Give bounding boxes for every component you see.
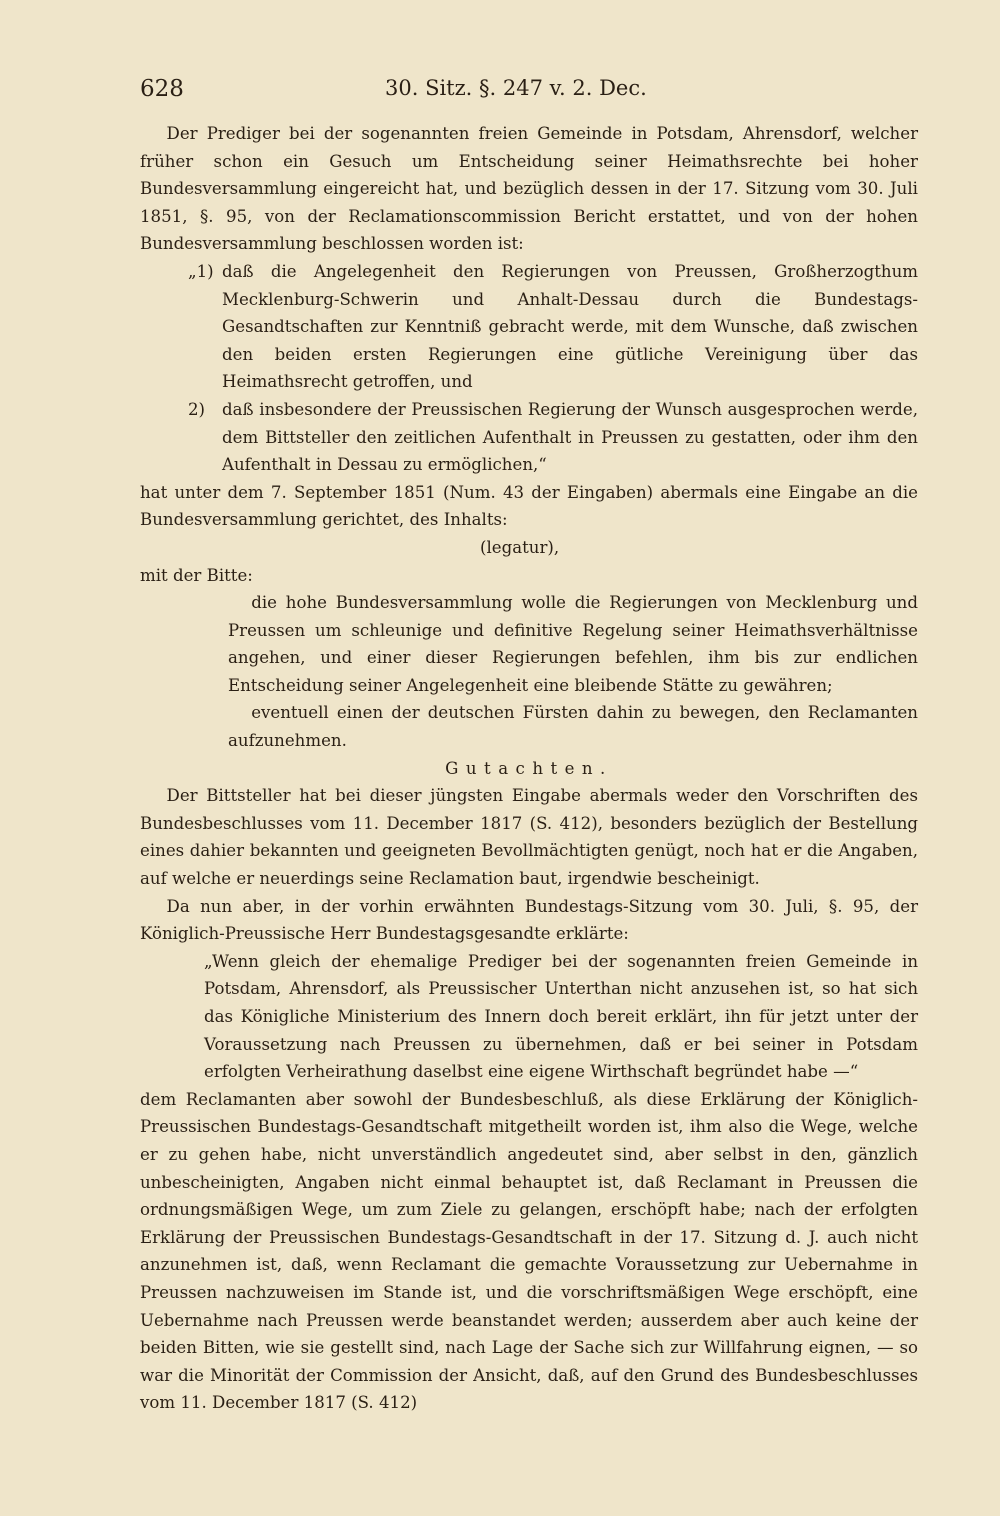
paragraph-opinion-2: Da nun aber, in der vorhin erwähnten Bundestags-Sitzung vom 30. Juli, §. 95, der Königlich-Preussische Herr Bundestagsgesandte erklärte: bbox=[140, 896, 918, 944]
resolution-item-1 bbox=[140, 258, 918, 396]
item-number: „1) bbox=[188, 261, 214, 281]
paragraph-opinion-1: Der Bittsteller hat bei dieser jüngsten Eingabe abermals weder den Vorschriften des Bundesbeschlusses vom 11. December 1817 (S. 412), besonders bezüglich der Bestellung eines dahier bekannten und geeigneten Bevollmächtigten genügt, noch hat er die Angaben, auf welche er neuerdings seine Reclamation baut, irgendwie bescheinigt. bbox=[140, 786, 918, 889]
item-number: 2) bbox=[188, 399, 206, 419]
section-heading: Gutachten. bbox=[445, 758, 613, 778]
paragraph-opinion-3: dem Reclamanten aber sowohl der Bundesbeschluß, als diese Erklärung der Königlich-Preussischen Bundestags-Gesandtschaft mitgetheilt worden ist, ihm also die Wege, welche er zu gehen habe, nicht unverständlich angedeutet sind, aber selbst in den, gänzlich unbescheinigten, Angaben nicht einmal behauptet ist, daß Reclamant in Preussen die ordnungsmäßigen Wege, um zum Ziele zu gelangen, erschöpft habe; nach der erfolgten Erklärung der Preussischen Bundestags-Gesandtschaft in der 17. Sitzung d. J. auch nicht anzunehmen ist, daß, wenn Reclamant die gemachte Voraussetzung zur Uebernahme in Preussen nachzuweisen im Stande ist, und die vorschriftsmäßigen Wege erschöpft, eine Uebernahme nach Preussen werde beanstandet werden; ausserdem aber auch keine der beiden Bitten, wie sie gestellt sind, nach Lage der Sache sich zur Willfahrung eignen, — so war die Minorität der Commission der Ansicht, daß, auf den Grund des Bundesbeschlusses vom 11. December 1817 (S. 412) bbox=[140, 1089, 918, 1413]
quoted-declaration: „Wenn gleich der ehemalige Prediger bei der sogenannten freien Gemeinde in Potsdam, Ahrensdorf, als Preussischer Unterthan nicht anzusehen ist, so hat sich das Königliche Ministerium des Innern doch bereit erklärt, ihn für jetzt unter der Voraussetzung nach Preussen zu übernehmen, daß er bei seiner in Potsdam erfolgten Verheirathung daselbst eine eigene Wirthschaft begründet habe —“ bbox=[204, 951, 918, 1082]
page-header bbox=[140, 70, 918, 110]
page-number: 628 bbox=[140, 76, 184, 102]
running-title: 30. Sitz. §. 247 v. 2. Dec. bbox=[385, 76, 647, 100]
resolution-item-2 bbox=[140, 396, 918, 479]
document-body bbox=[140, 120, 918, 1417]
paragraph-petition: hat unter dem 7. September 1851 (Num. 43 der Eingaben) abermals eine Eingabe an die Bundesversammlung gerichtet, des Inhalts: bbox=[140, 482, 918, 530]
request-text-2: eventuell einen der deutschen Fürsten dahin zu bewegen, den Reclamanten aufzunehmen. bbox=[228, 703, 918, 751]
legatur-note: (legatur), bbox=[480, 537, 560, 557]
paragraph-request: mit der Bitte: bbox=[140, 565, 253, 585]
item-text: daß die Angelegenheit den Regierungen von Preussen, Großherzogthum Mecklenburg-Schwerin und Anhalt-Dessau durch die Bundestags-Gesandtschaften zur Kenntniß gebracht werde, mit dem Wunsche, daß zwischen den beiden ersten Regierungen eine gütliche Vereinigung über das Heimathsrecht getroffen, und bbox=[222, 261, 918, 392]
paragraph-intro: Der Prediger bei der sogenannten freien Gemeinde in Potsdam, Ahrensdorf, welcher früher schon ein Gesuch um Entscheidung seiner Heimathsrechte bei hoher Bundesversammlung eingereicht hat, und bezüglich dessen in der 17. Sitzung vom 30. Juli 1851, §. 95, von der Reclamationscommission Bericht erstattet, und von der hohen Bundesversammlung beschlossen worden ist: bbox=[140, 124, 918, 254]
item-text: daß insbesondere der Preussischen Regierung der Wunsch ausgesprochen werde, dem Bittsteller den zeitlichen Aufenthalt in Preussen zu gestatten, oder ihm den Aufenthalt in Dessau zu ermöglichen,“ bbox=[222, 399, 918, 475]
request-text-1: die hohe Bundesversammlung wolle die Regierungen von Mecklenburg und Preussen um schleunige und definitive Regelung seiner Heimathsverhältnisse angehen, und einer dieser Regierungen befehlen, ihm bis zur endlichen Entscheidung seiner Angelegenheit eine bleibende Stätte zu gewähren; bbox=[228, 593, 918, 695]
